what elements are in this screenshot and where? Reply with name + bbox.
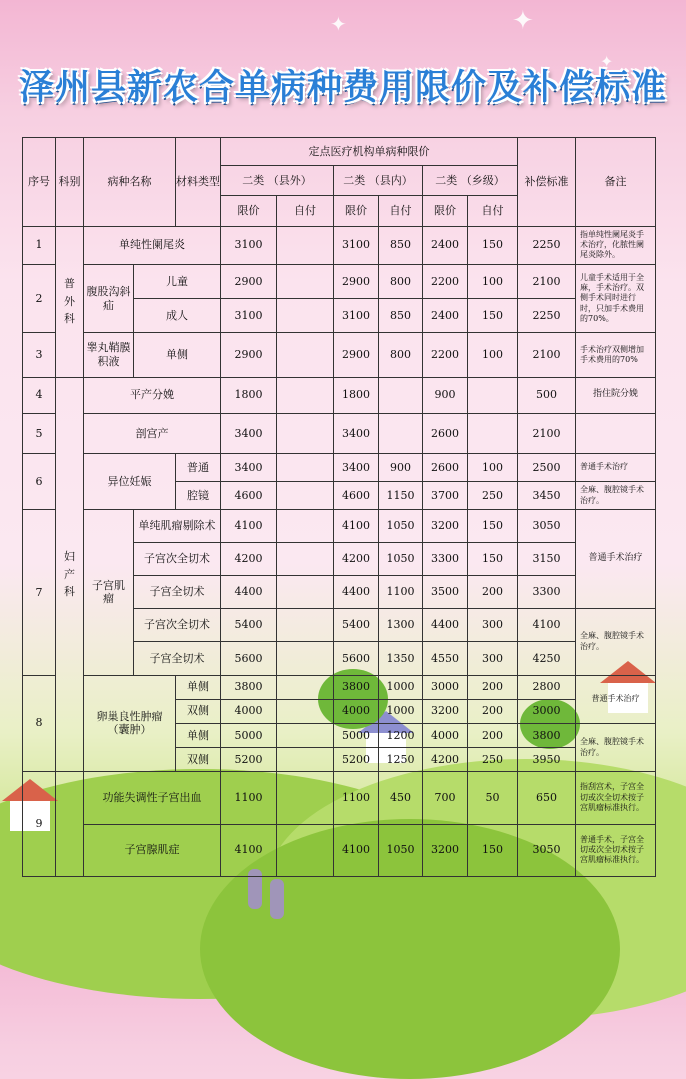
disease-sub: 普通 xyxy=(176,454,221,482)
cell-self-town: 150 xyxy=(468,299,518,333)
cell-comp: 2800 xyxy=(518,675,576,699)
cell-self-in: 1000 xyxy=(379,675,423,699)
cell-limit-in: 1800 xyxy=(334,377,379,413)
cell-limit-in: 1100 xyxy=(334,772,379,824)
cell-limit-town: 2400 xyxy=(423,226,468,264)
header-self: 自付 xyxy=(277,196,334,226)
cell-limit-town: 3700 xyxy=(423,482,468,510)
cell-self-in: 1000 xyxy=(379,699,423,723)
cell-self-town xyxy=(468,377,518,413)
row-number: 8 xyxy=(23,675,56,772)
cell-limit-town: 900 xyxy=(423,377,468,413)
cell-self-town: 100 xyxy=(468,264,518,298)
cell-self-in: 1350 xyxy=(379,642,423,675)
cell-note: 普通手术治疗 xyxy=(576,675,656,723)
cell-comp: 3300 xyxy=(518,575,576,608)
cell-comp: 2250 xyxy=(518,226,576,264)
cell-comp: 4250 xyxy=(518,642,576,675)
cell-self-out xyxy=(277,675,334,699)
cell-limit-out: 4100 xyxy=(221,510,277,542)
cell-limit-town: 3000 xyxy=(423,675,468,699)
cell-limit-town: 2600 xyxy=(423,413,468,453)
cell-self-in xyxy=(379,377,423,413)
cell-self-town: 200 xyxy=(468,723,518,747)
cell-limit-out: 4600 xyxy=(221,482,277,510)
header-disease: 病种名称 xyxy=(84,138,176,227)
cell-comp: 3050 xyxy=(518,824,576,877)
cell-limit-in: 5000 xyxy=(334,723,379,747)
disease-name: 剖宫产 xyxy=(84,413,221,453)
cell-note: 指住院分娩 xyxy=(576,377,656,413)
cell-self-town: 150 xyxy=(468,542,518,575)
cell-limit-town: 3500 xyxy=(423,575,468,608)
disease-name: 功能失调性子宫出血 xyxy=(84,772,221,824)
cell-self-out xyxy=(277,377,334,413)
cell-limit-town: 4000 xyxy=(423,723,468,747)
price-table xyxy=(22,137,655,877)
sparkle-icon: ✦ xyxy=(330,12,347,36)
cell-limit-in: 3100 xyxy=(334,299,379,333)
cell-comp: 3450 xyxy=(518,482,576,510)
cell-limit-in: 5400 xyxy=(334,609,379,642)
cell-self-out xyxy=(277,482,334,510)
cell-self-town: 50 xyxy=(468,772,518,824)
cell-note: 普通手术治疗 xyxy=(576,454,656,482)
cell-self-in: 1150 xyxy=(379,482,423,510)
disease-sub: 子宫全切术 xyxy=(134,575,221,608)
cell-self-town: 250 xyxy=(468,748,518,772)
cell-comp: 2100 xyxy=(518,413,576,453)
cell-self-out xyxy=(277,264,334,298)
disease-name: 单纯性阑尾炎 xyxy=(84,226,221,264)
header-self: 自付 xyxy=(468,196,518,226)
cell-self-in: 850 xyxy=(379,299,423,333)
header-self: 自付 xyxy=(379,196,423,226)
cell-limit-out: 3100 xyxy=(221,226,277,264)
row-number: 3 xyxy=(23,333,56,377)
cell-note: 指单纯性阑尾炎手术治疗，化脓性阑尾炎除外。 xyxy=(576,226,656,264)
cell-self-town: 200 xyxy=(468,575,518,608)
disease-name: 子宫肌瘤 xyxy=(84,510,134,675)
cell-self-in: 1250 xyxy=(379,748,423,772)
header-limit: 限价 xyxy=(221,196,277,226)
cell-self-out xyxy=(277,299,334,333)
cell-comp: 3000 xyxy=(518,699,576,723)
cell-limit-in: 3800 xyxy=(334,675,379,699)
cell-self-in: 1050 xyxy=(379,510,423,542)
cell-self-in: 1200 xyxy=(379,723,423,747)
cell-limit-out: 2900 xyxy=(221,333,277,377)
cell-limit-out: 4200 xyxy=(221,542,277,575)
cell-self-town: 150 xyxy=(468,824,518,877)
sparkle-icon: ✦ xyxy=(512,6,534,36)
cell-limit-out: 3800 xyxy=(221,675,277,699)
cell-self-out xyxy=(277,699,334,723)
cell-comp: 500 xyxy=(518,377,576,413)
header-note: 备注 xyxy=(576,138,656,227)
row-number: 7 xyxy=(23,510,56,675)
cell-self-town: 100 xyxy=(468,454,518,482)
cell-limit-out: 4100 xyxy=(221,824,277,877)
cell-limit-town: 4200 xyxy=(423,748,468,772)
disease-sub: 双侧 xyxy=(176,699,221,723)
disease-sub: 儿童 xyxy=(134,264,221,298)
dept-obgyn: 妇产科 xyxy=(56,377,84,772)
cell-note: 全麻、腹腔镜手术治疗。 xyxy=(576,723,656,771)
cell-limit-town: 3200 xyxy=(423,510,468,542)
cell-limit-in: 3400 xyxy=(334,454,379,482)
cell-note: 指刮宫术，子宫全切或次全切术按子宫肌瘤标准执行。 xyxy=(576,772,656,824)
disease-sub: 单侧 xyxy=(176,675,221,699)
cell-self-town: 100 xyxy=(468,333,518,377)
cell-self-out xyxy=(277,748,334,772)
disease-sub: 子宫全切术 xyxy=(134,642,221,675)
cell-limit-out: 1100 xyxy=(221,772,277,824)
row-number: 4 xyxy=(23,377,56,413)
cell-self-out xyxy=(277,333,334,377)
cell-limit-town: 2600 xyxy=(423,454,468,482)
cell-limit-town: 3200 xyxy=(423,824,468,877)
cell-limit-out: 2900 xyxy=(221,264,277,298)
cell-limit-in: 5200 xyxy=(334,748,379,772)
cell-self-in xyxy=(379,413,423,453)
cell-comp: 2100 xyxy=(518,264,576,298)
cell-self-in: 1050 xyxy=(379,824,423,877)
flower xyxy=(270,879,284,919)
header-dept: 科别 xyxy=(56,138,84,227)
cell-limit-out: 5200 xyxy=(221,748,277,772)
cell-self-in: 800 xyxy=(379,264,423,298)
cell-self-out xyxy=(277,723,334,747)
row-number: 9 xyxy=(23,772,56,877)
header-comp: 补偿标准 xyxy=(518,138,576,227)
cell-self-town xyxy=(468,413,518,453)
cell-limit-in: 2900 xyxy=(334,333,379,377)
cell-self-out xyxy=(277,642,334,675)
disease-sub: 单纯肌瘤剔除术 xyxy=(134,510,221,542)
cell-self-out xyxy=(277,609,334,642)
cell-comp: 4100 xyxy=(518,609,576,642)
cell-self-out xyxy=(277,510,334,542)
cell-self-town: 250 xyxy=(468,482,518,510)
cell-limit-out: 3100 xyxy=(221,299,277,333)
cell-limit-out: 4400 xyxy=(221,575,277,608)
cell-limit-in: 3100 xyxy=(334,226,379,264)
disease-sub: 单侧 xyxy=(134,333,221,377)
cell-limit-in: 5600 xyxy=(334,642,379,675)
cell-self-out xyxy=(277,575,334,608)
header-material: 材料类型 xyxy=(176,138,221,227)
cell-comp: 3950 xyxy=(518,748,576,772)
dept-surgery: 普外科 xyxy=(56,226,84,377)
disease-name: 睾丸鞘膜积液 xyxy=(84,333,134,377)
cell-limit-out: 3400 xyxy=(221,413,277,453)
cell-self-town: 200 xyxy=(468,699,518,723)
cell-note: 手术治疗双侧增加手术费用的70% xyxy=(576,333,656,377)
header-group: 定点医疗机构单病种限价 xyxy=(221,138,518,166)
cell-note: 普通手术治疗 xyxy=(576,510,656,609)
cell-note: 普通手术，子宫全切或次全切术按子宫肌瘤标准执行。 xyxy=(576,824,656,877)
cell-self-in: 1050 xyxy=(379,542,423,575)
header-class-town: 二类 （乡级） xyxy=(423,166,518,196)
cell-self-out xyxy=(277,413,334,453)
row-number: 6 xyxy=(23,454,56,510)
disease-sub: 子宫次全切术 xyxy=(134,542,221,575)
disease-name: 腹股沟斜疝 xyxy=(84,264,134,332)
disease-name: 子宫腺肌症 xyxy=(84,824,221,877)
cell-self-out xyxy=(277,542,334,575)
cell-note: 全麻、腹腔镜手术治疗。 xyxy=(576,609,656,675)
cell-self-in: 850 xyxy=(379,226,423,264)
cell-self-out xyxy=(277,226,334,264)
sparkle-icon: ✦ xyxy=(600,52,614,71)
cell-limit-out: 5600 xyxy=(221,642,277,675)
disease-name: 异位妊娠 xyxy=(84,454,176,510)
header-limit: 限价 xyxy=(334,196,379,226)
cell-self-out xyxy=(277,454,334,482)
header-limit: 限价 xyxy=(423,196,468,226)
cell-limit-town: 4550 xyxy=(423,642,468,675)
cell-limit-out: 1800 xyxy=(221,377,277,413)
cell-limit-out: 3400 xyxy=(221,454,277,482)
disease-sub: 单侧 xyxy=(176,723,221,747)
disease-name: 卵巢良性肿瘤（囊肿） xyxy=(84,675,176,772)
cell-self-out xyxy=(277,772,334,824)
cell-limit-in: 4100 xyxy=(334,510,379,542)
cell-self-town: 200 xyxy=(468,675,518,699)
cell-self-in: 900 xyxy=(379,454,423,482)
cell-self-out xyxy=(277,824,334,877)
cell-comp: 3800 xyxy=(518,723,576,747)
cell-limit-town: 3200 xyxy=(423,699,468,723)
cell-self-in: 450 xyxy=(379,772,423,824)
row-number: 2 xyxy=(23,264,56,332)
cell-limit-town: 700 xyxy=(423,772,468,824)
cell-limit-town: 2400 xyxy=(423,299,468,333)
cell-limit-in: 4100 xyxy=(334,824,379,877)
cell-limit-in: 4600 xyxy=(334,482,379,510)
header-seq: 序号 xyxy=(23,138,56,227)
row-number: 1 xyxy=(23,226,56,264)
cell-limit-out: 5400 xyxy=(221,609,277,642)
disease-name: 平产分娩 xyxy=(84,377,221,413)
cell-comp: 2250 xyxy=(518,299,576,333)
cell-note xyxy=(576,413,656,453)
disease-sub: 成人 xyxy=(134,299,221,333)
cell-limit-town: 2200 xyxy=(423,264,468,298)
cell-self-in: 1100 xyxy=(379,575,423,608)
cell-self-in: 1300 xyxy=(379,609,423,642)
cell-limit-in: 4000 xyxy=(334,699,379,723)
cell-comp: 3050 xyxy=(518,510,576,542)
cell-self-town: 150 xyxy=(468,226,518,264)
cell-comp: 2100 xyxy=(518,333,576,377)
cell-self-town: 300 xyxy=(468,609,518,642)
cell-limit-town: 3300 xyxy=(423,542,468,575)
row-number: 5 xyxy=(23,413,56,453)
cell-comp: 3150 xyxy=(518,542,576,575)
dept-empty xyxy=(56,772,84,877)
page-title: 泽州县新农合单病种费用限价及补偿标准 xyxy=(18,68,667,108)
disease-sub: 子宫次全切术 xyxy=(134,609,221,642)
cell-limit-in: 2900 xyxy=(334,264,379,298)
cell-comp: 2500 xyxy=(518,454,576,482)
cell-self-town: 300 xyxy=(468,642,518,675)
cell-comp: 650 xyxy=(518,772,576,824)
disease-sub: 双侧 xyxy=(176,748,221,772)
header-class-in: 二类 （县内） xyxy=(334,166,423,196)
cell-note: 全麻、腹腔镜手术治疗。 xyxy=(576,482,656,510)
cell-self-in: 800 xyxy=(379,333,423,377)
cell-limit-town: 2200 xyxy=(423,333,468,377)
cell-limit-out: 4000 xyxy=(221,699,277,723)
cell-limit-in: 4400 xyxy=(334,575,379,608)
cell-limit-in: 3400 xyxy=(334,413,379,453)
cell-self-town: 150 xyxy=(468,510,518,542)
header-class-out: 二类 （县外） xyxy=(221,166,334,196)
cell-limit-out: 5000 xyxy=(221,723,277,747)
cell-limit-town: 4400 xyxy=(423,609,468,642)
disease-sub: 腔镜 xyxy=(176,482,221,510)
cell-limit-in: 4200 xyxy=(334,542,379,575)
cell-note: 儿童手术适用于全麻，手术治疗。双侧手术同时进行时，只加手术费用的70%。 xyxy=(576,264,656,332)
